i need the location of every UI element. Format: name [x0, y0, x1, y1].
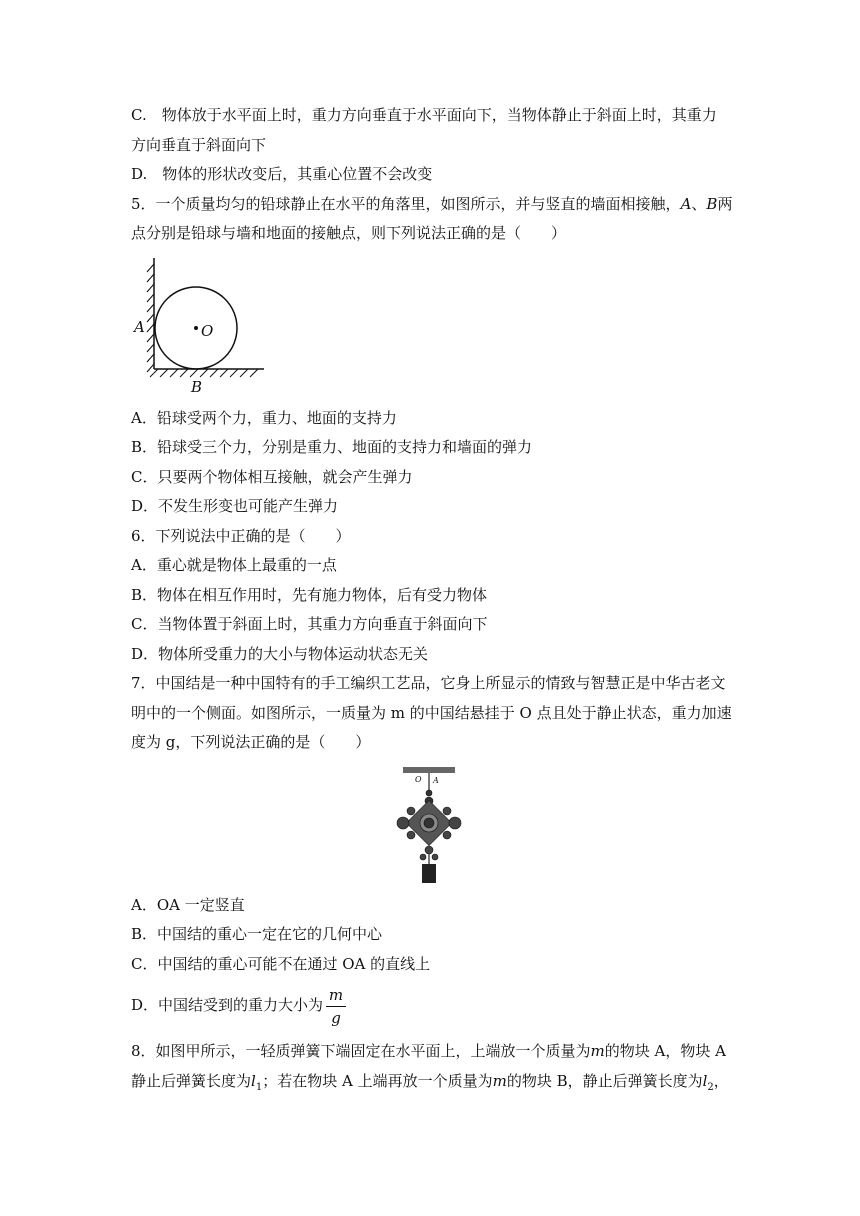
wall-hatching — [147, 264, 154, 372]
fraction-m-over-g — [326, 986, 346, 1027]
fraction-numerator: m — [328, 986, 344, 1004]
question-5-line2: 点分别是铅球与墙和地面的接触点，则下列说法正确的是（ ） — [131, 224, 567, 242]
question-5-line1: 5．一个质量均匀的铅球静止在水平的角落里，如图所示，并与竖直的墙面相接触，A、B两 — [131, 195, 733, 213]
q6-option-c: C．当物体置于斜面上时，其重力方向垂直于斜面向下 — [131, 615, 488, 633]
fraction-bar — [326, 1006, 346, 1007]
ball-center-dot — [194, 326, 198, 330]
fraction-denominator: g — [331, 1009, 341, 1027]
question-6: 6．下列说法中正确的是（ ） — [131, 527, 351, 545]
question-7-line2: 明中的一个侧面。如图所示，一质量为 m 的中国结悬挂于 O 点且处于静止状态，重力加速 — [131, 704, 732, 722]
question-7-line1: 7．中国结是一种中国特有的手工编织工艺品，它身上所显示的情致与智慧正是中华古老文 — [131, 674, 726, 692]
knot-body — [397, 790, 461, 860]
ceiling-bar — [403, 767, 455, 773]
q6-option-d: D．物体所受重力的大小与物体运动状态无关 — [131, 645, 429, 663]
q5-option-b: B．铅球受三个力，分别是重力、地面的支持力和墙面的弹力 — [131, 438, 533, 456]
label-o: O — [415, 775, 422, 784]
label-o: O — [201, 322, 214, 340]
q7-option-a: A．OA 一定竖直 — [131, 896, 245, 914]
label-a: A — [134, 318, 145, 336]
label-a: A — [433, 776, 439, 785]
question-7-line3: 度为 g，下列说法正确的是（ ） — [131, 733, 371, 751]
q5-option-c: C．只要两个物体相互接触，就会产生弹力 — [131, 468, 413, 486]
q7-option-b: B．中国结的重心一定在它的几何中心 — [131, 925, 383, 943]
figure-chinese-knot — [393, 767, 469, 885]
option-d: D. 物体的形状改变后，其重心位置不会改变 — [131, 165, 433, 183]
q5-option-d: D．不发生形变也可能产生弹力 — [131, 497, 339, 515]
label-b: B — [191, 378, 203, 396]
q7-option-d: D．中国结受到的重力大小为 — [131, 996, 324, 1014]
q5-option-a: A．铅球受两个力，重力、地面的支持力 — [131, 409, 397, 427]
ground-hatching — [150, 369, 258, 377]
tassel — [422, 864, 436, 883]
q6-option-b: B．物体在相互作用时，先有施力物体，后有受力物体 — [131, 586, 488, 604]
option-c-line1: C. 物体放于水平面上时，重力方向垂直于水平面向下，当物体静止于斜面上时，其重力 — [131, 106, 717, 124]
q7-option-c: C．中国结的重心可能不在通过 OA 的直线上 — [131, 955, 431, 973]
figure-ball-in-corner — [128, 254, 273, 396]
option-c-line2: 方向垂直于斜面向下 — [131, 136, 267, 154]
q6-option-a: A．重心就是物体上最重的一点 — [131, 556, 337, 574]
question-8-line1: 8．如图甲所示，一轻质弹簧下端固定在水平面上，上端放一个质量为m的物块 A，物块 A — [131, 1042, 726, 1060]
question-8-line2: 静止后弹簧长度为$l_1$；若在物块 A 上端再放一个质量为m的物块 B，静止后弹簧长度为$l_2$， — [131, 1072, 729, 1093]
